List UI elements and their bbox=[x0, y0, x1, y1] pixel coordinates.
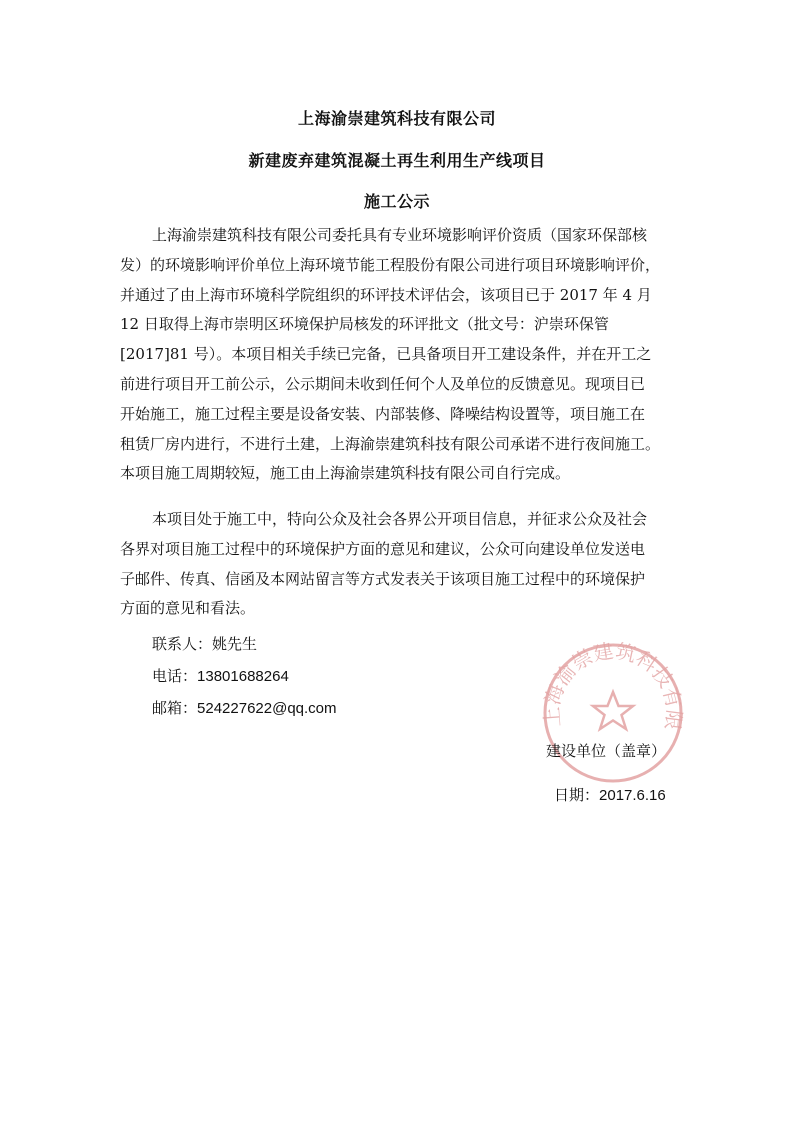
paragraph-1-line: 发）的环境影响评价单位上海环境节能工程股份有限公司进行项目环境影响评价， bbox=[120, 255, 661, 274]
signature-date bbox=[554, 784, 666, 805]
contact-phone bbox=[152, 665, 289, 686]
seal-text-path: 上海渝崇建筑科技有限 bbox=[540, 640, 686, 732]
signature-date-label: 日期： bbox=[554, 786, 600, 804]
company-seal bbox=[540, 640, 686, 786]
seal-text bbox=[540, 640, 686, 731]
paragraph-1-line: 本项目施工周期较短，施工由上海渝崇建筑科技有限公司自行完成。 bbox=[120, 464, 571, 483]
contact-phone-label: 电话： bbox=[152, 667, 198, 685]
contact-person bbox=[152, 633, 257, 654]
contact-email bbox=[152, 697, 337, 718]
contact-person-label: 联系人： bbox=[152, 635, 213, 653]
title-company: 上海渝崇建筑科技有限公司 bbox=[297, 109, 496, 128]
signature-date-value: 2017.6.16 bbox=[599, 787, 666, 804]
paragraph-2-line: 各界对项目施工过程中的环境保护方面的意见和建议，公众可向建设单位发送电 bbox=[120, 539, 646, 558]
paragraph-1-line: 前进行项目开工前公示，公示期间未收到任何个人及单位的反馈意见。现项目已 bbox=[120, 374, 646, 393]
paragraph-1-line: [2017]81 号）。本项目相关手续已完备，已具备项目开工建设条件，并在开工之 bbox=[120, 345, 652, 364]
contact-email-label: 邮箱： bbox=[152, 699, 198, 717]
contact-phone-value: 13801688264 bbox=[197, 668, 289, 685]
paragraph-1-line: 租赁厂房内进行，不进行土建，上海渝崇建筑科技有限公司承诺不进行夜间施工。 bbox=[120, 434, 661, 453]
title-project: 新建废弃建筑混凝土再生利用生产线项目 bbox=[248, 151, 546, 170]
paragraph-2-line: 本项目处于施工中，特向公众及社会各界公开项目信息，并征求公众及社会 bbox=[152, 510, 648, 528]
seal-graphic bbox=[540, 640, 686, 786]
paragraph-1-line: 12 日取得上海市崇明区环境保护局核发的环评批文（批文号：沪崇环保管 bbox=[120, 315, 609, 334]
paragraph-1 bbox=[120, 221, 680, 489]
contact-email-value: 524227622@qq.com bbox=[197, 700, 337, 717]
paragraph-2-line: 方面的意见和看法。 bbox=[120, 599, 256, 618]
signature-unit: 建设单位（盖章） bbox=[546, 742, 667, 760]
paragraph-1-line: 开始施工，施工过程主要是设备安装、内部装修、降噪结构设置等，项目施工在 bbox=[120, 404, 646, 423]
paragraph-1-line: 并通过了由上海市环境科学院组织的环评技术评估会，该项目已于 2017 年 4 月 bbox=[120, 285, 652, 304]
seal-star-icon bbox=[593, 692, 633, 729]
paragraph-2 bbox=[120, 505, 680, 624]
paragraph-1-line: 上海渝崇建筑科技有限公司委托具有专业环境影响评价资质（国家环保部核 bbox=[152, 226, 648, 244]
contact-person-value: 姚先生 bbox=[212, 635, 258, 653]
title-notice: 施工公示 bbox=[363, 192, 430, 211]
paragraph-2-line: 子邮件、传真、信函及本网站留言等方式发表关于该项目施工过程中的环境保护 bbox=[120, 569, 646, 588]
